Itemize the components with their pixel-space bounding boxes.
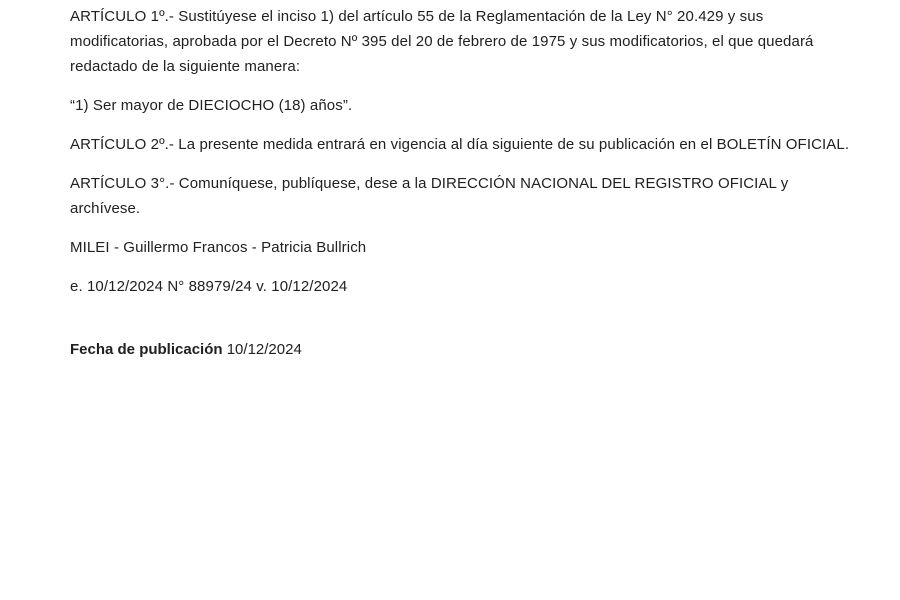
- publication-date-row: [70, 337, 900, 362]
- paragraph-articulo-3: [70, 171, 900, 221]
- paragraph-articulo-2: [70, 132, 900, 157]
- paragraph-edicto: [70, 274, 900, 299]
- text-line: archívese.: [70, 200, 141, 217]
- publication-date-label: Fecha de publicación: [70, 341, 223, 358]
- publication-date-value: 10/12/2024: [226, 341, 302, 358]
- paragraph-firmantes: [70, 235, 900, 260]
- text-line: ARTÍCULO 2º.- La presente medida entrará en vigencia al día siguiente de su publicación en el BOLETÍN OFICIAL.: [70, 136, 850, 153]
- paragraph-inciso-cita: [70, 93, 900, 118]
- text-line: “1) Ser mayor de DIECIOCHO (18) años”.: [70, 97, 353, 114]
- text-line: MILEI - Guillermo Francos - Patricia Bullrich: [70, 239, 367, 256]
- text-line: ARTÍCULO 1º.- Sustitúyese el inciso 1) del artículo 55 de la Reglamentación de la Ley N° 20.429 y sus: [70, 8, 764, 25]
- text-line: redactado de la siguiente manera:: [70, 58, 301, 75]
- text-line: modificatorias, aprobada por el Decreto Nº 395 del 20 de febrero de 1975 y sus modificatorios, el que quedará: [70, 33, 814, 50]
- paragraph-articulo-1: [70, 4, 900, 79]
- text-line: e. 10/12/2024 N° 88979/24 v. 10/12/2024: [70, 278, 348, 295]
- text-line: ARTÍCULO 3°.- Comuníquese, publíquese, dese a la DIRECCIÓN NACIONAL DEL REGISTRO OFICIAL y: [70, 175, 789, 192]
